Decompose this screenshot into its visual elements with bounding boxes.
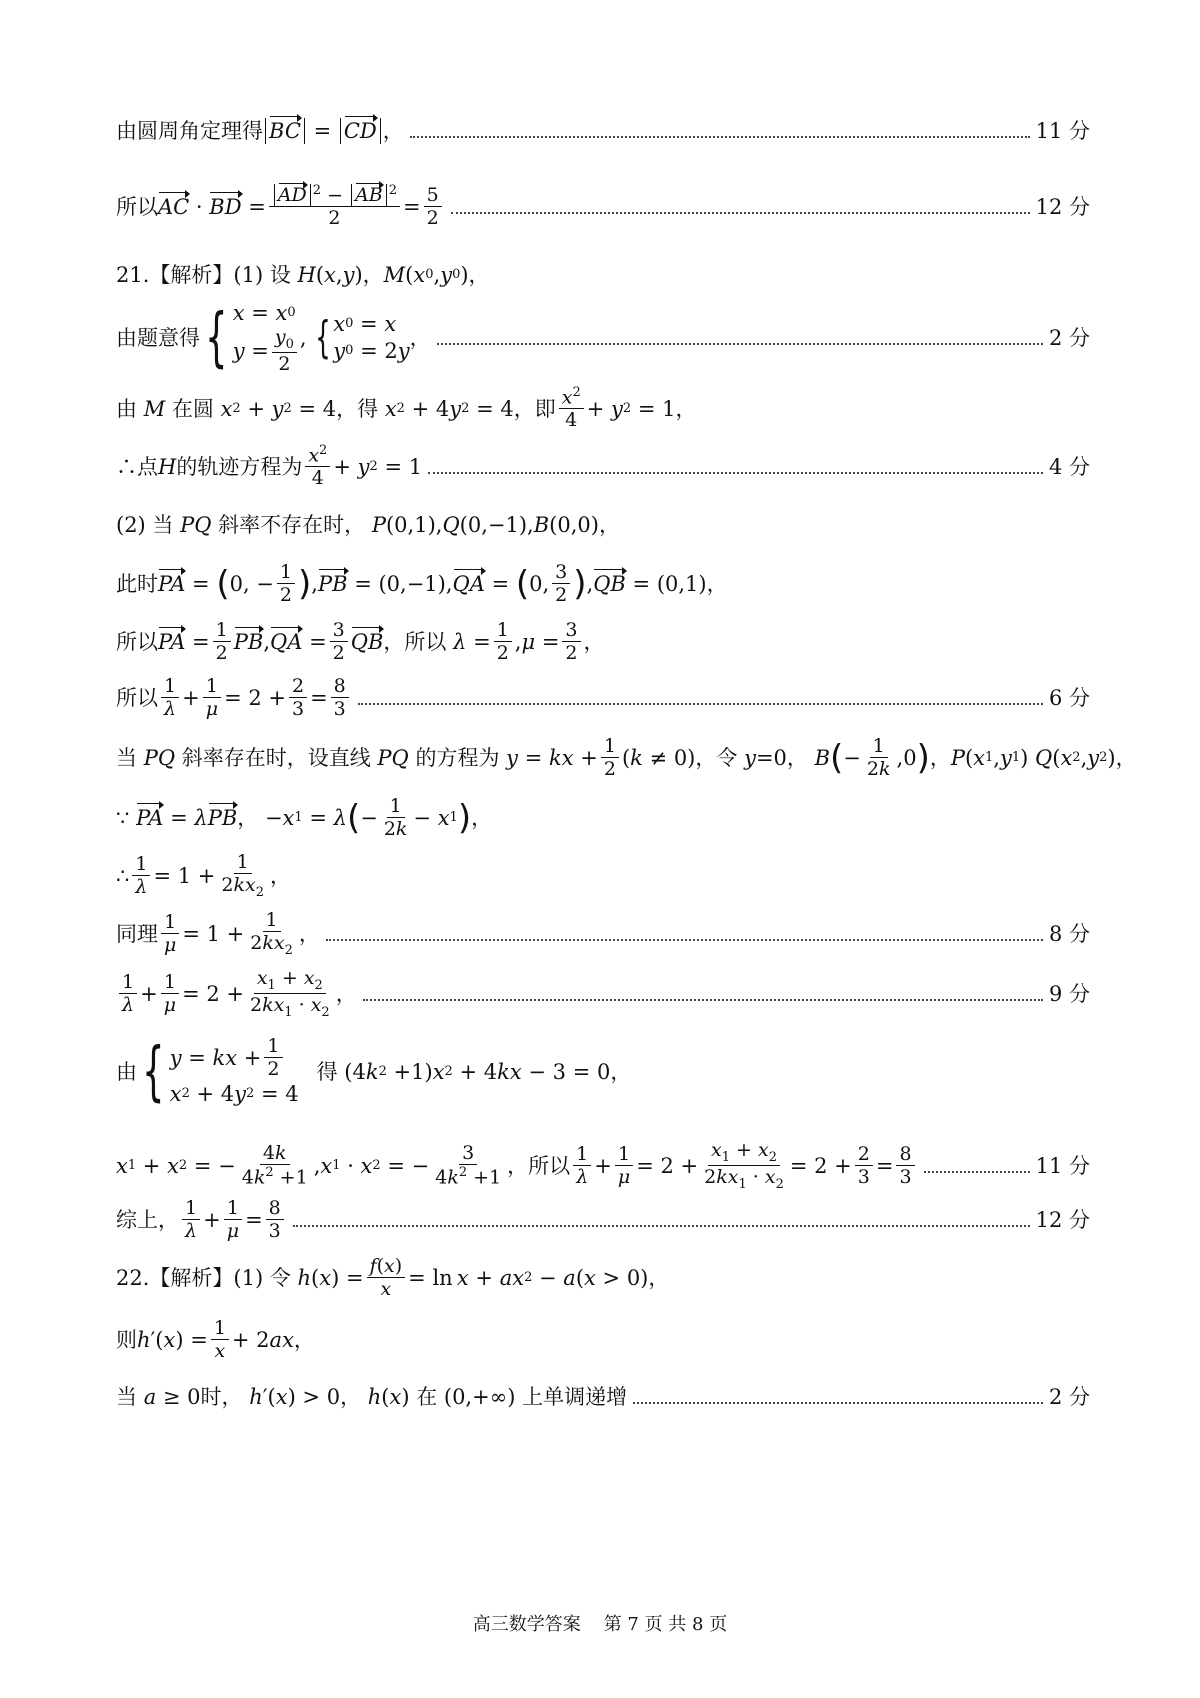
text: ∵ bbox=[116, 806, 130, 831]
text: 21.【解析】(1) 设 bbox=[116, 263, 291, 287]
solution-line bbox=[116, 968, 1090, 1020]
formula: $\frac{1}{\lambda}$ + $\frac{1}{\mu}$ = 2 + $\frac{x_1 + x_2}{2kx_1 \cdot x_2}$ = 2 + $\frac{2}{3}$ = $\frac{8}{3}$ bbox=[570, 1140, 917, 1192]
score: 2 分 bbox=[1048, 1385, 1090, 1409]
formula: PA = ( 0, − $\frac{1}{2}$ ) , PB = (0,−1), QA = ( 0, $\frac{3}{2}$ ) , QB = (0,1) bbox=[158, 561, 707, 606]
text: 同理 bbox=[116, 922, 158, 947]
text: ， bbox=[335, 982, 357, 1007]
text: 斜率存在时，设直线 bbox=[181, 746, 371, 771]
formula: x 2 + 4 y 2 = 4 bbox=[384, 396, 514, 421]
text: ， bbox=[237, 806, 259, 831]
text: 由 bbox=[116, 1059, 137, 1084]
formula: h ( x ) bbox=[367, 1385, 417, 1409]
score: 12 分 bbox=[1035, 1208, 1090, 1233]
formula: $\frac{1}{\lambda}$ + $\frac{1}{\mu}$ = $\frac{8}{3}$ bbox=[179, 1198, 287, 1243]
leader-dots bbox=[326, 939, 1043, 941]
formula: y =0 bbox=[744, 746, 787, 771]
leader-dots bbox=[293, 1225, 1030, 1227]
solution-line bbox=[116, 1318, 1090, 1363]
text: 时， bbox=[200, 1385, 243, 1409]
leader-dots bbox=[437, 343, 1043, 345]
text: ，得 bbox=[336, 396, 379, 421]
text: ， bbox=[1115, 746, 1137, 771]
formula: PQ bbox=[143, 746, 176, 771]
formula: (4 k 2 +1) x 2 + 4 kx − 3 = 0 bbox=[337, 1059, 611, 1084]
formula: H bbox=[158, 454, 177, 479]
formula: { x = x 0 y = $\frac{y_0}{2}$ , { x 0 = x y 0 = 2 y bbox=[205, 301, 410, 376]
text: ， bbox=[409, 325, 431, 350]
formula: PQ bbox=[377, 746, 409, 771]
formula: $\frac{1}{\mu}$ = 1 + $\frac{1}{2kx_2}$ bbox=[158, 910, 299, 958]
formula: x 1 + x 2 = − $\frac{4k}{4k^2 +1}$ , x 1 · x 2 = − $\frac{3}{4k^2 +1}$ bbox=[116, 1142, 502, 1189]
text: 所以 bbox=[116, 686, 158, 711]
footer-page-number: 第 7 页 共 8 页 bbox=[603, 1614, 728, 1635]
text: 在圆 bbox=[171, 396, 214, 421]
formula: $\frac{1}{\lambda}$ = 1 + $\frac{1}{2kx_2}$ bbox=[129, 852, 270, 900]
solution-line bbox=[116, 184, 1090, 230]
formula: h ( x ) = $\frac{f(x)}{x}$ = ln x + ax 2 − a ( x > 0) bbox=[297, 1255, 649, 1300]
solution-line bbox=[116, 262, 1090, 288]
formula: PA = λ PB bbox=[136, 806, 238, 831]
formula: $\frac{1}{\lambda}$ + $\frac{1}{\mu}$ = 2 + $\frac{x_1 + x_2}{2kx_1 \cdot x_2}$ bbox=[116, 968, 336, 1020]
formula: a ≥ 0 bbox=[143, 1385, 201, 1409]
solution-line bbox=[116, 562, 1090, 607]
solution-line bbox=[116, 444, 1090, 490]
text: ， bbox=[340, 1385, 362, 1409]
text: ，令 bbox=[695, 746, 738, 771]
formula: { y = kx + $\frac{1}{2}$ x 2 + 4 y 2 = 4 bbox=[142, 1034, 299, 1109]
formula: − x 1 = λ ( − $\frac{1}{2k}$ − x 1 ) bbox=[258, 795, 472, 840]
score: 12 分 bbox=[1035, 194, 1090, 219]
text: 的轨迹方程为 bbox=[176, 454, 303, 479]
solution-line bbox=[116, 1256, 1090, 1301]
solution-line bbox=[116, 910, 1090, 958]
solution-line bbox=[116, 620, 1090, 665]
formula: BC = CD bbox=[263, 118, 383, 144]
text: 由题意得 bbox=[116, 325, 200, 350]
solution-line bbox=[116, 118, 1090, 144]
score: 6 分 bbox=[1048, 686, 1090, 711]
formula: AC · BD = $\frac{AD ^2 - AB ^2}{2}$ = $\frac{5}{2}$ bbox=[158, 184, 445, 230]
solution-line bbox=[116, 735, 1137, 781]
formula: P (0,1), Q (0,−1), B (0,0) bbox=[371, 513, 599, 537]
text: ， bbox=[786, 746, 808, 771]
formula: B ( − $\frac{1}{2k}$ ,0 ) ， P ( x 1 , y 1 ) Q ( x 2 , y 2 ) bbox=[814, 735, 1116, 780]
solution-line bbox=[116, 300, 1090, 376]
formula: y = kx + $\frac{1}{2}$ ( k ≠ 0) bbox=[506, 735, 696, 780]
leader-dots bbox=[428, 472, 1043, 474]
text: ，即 bbox=[513, 396, 556, 421]
text: 综上， bbox=[116, 1208, 179, 1233]
text: ， bbox=[298, 922, 320, 947]
score: 11 分 bbox=[1035, 119, 1090, 143]
leader-dots bbox=[363, 999, 1043, 1001]
text: 得 bbox=[316, 1059, 338, 1084]
score: 8 分 bbox=[1048, 922, 1090, 947]
score: 9 分 bbox=[1048, 982, 1090, 1007]
page-footer bbox=[0, 1610, 1200, 1636]
leader-dots bbox=[358, 703, 1043, 705]
formula: (0,+∞) bbox=[437, 1385, 523, 1409]
leader-dots bbox=[924, 1171, 1030, 1173]
text: ， bbox=[610, 1059, 632, 1084]
text: 当 bbox=[116, 1385, 137, 1409]
formula: $\frac{1}{\lambda}$ + $\frac{1}{\mu}$ = 2 + $\frac{2}{3}$ = $\frac{8}{3}$ bbox=[158, 676, 352, 721]
leader-dots bbox=[451, 212, 1030, 214]
leader-dots bbox=[410, 136, 1030, 138]
text: ，所以 bbox=[507, 1154, 571, 1179]
text: 由圆周角定理得 bbox=[116, 119, 263, 143]
solution-line bbox=[116, 1384, 1090, 1410]
text: 在 bbox=[416, 1385, 438, 1409]
formula: M bbox=[143, 396, 166, 421]
solution-line bbox=[116, 1036, 1090, 1108]
text: 由 bbox=[116, 396, 137, 421]
text: ∴点 bbox=[116, 454, 158, 479]
text: ， bbox=[598, 513, 620, 537]
score: 11 分 bbox=[1035, 1154, 1090, 1179]
text: 当 bbox=[116, 746, 137, 771]
formula: h ′( x ) = $\frac{1}{x}$ + 2 ax bbox=[137, 1317, 294, 1362]
text: (2) 当 bbox=[116, 513, 174, 537]
solution-line bbox=[116, 676, 1090, 721]
formula: $\frac{x^2}{4}$ + y 2 = 1 bbox=[302, 444, 422, 490]
score: 4 分 bbox=[1048, 454, 1090, 479]
text: 的方程为 bbox=[415, 746, 500, 771]
footer-subject: 高三数学答案 bbox=[472, 1614, 581, 1635]
text: 斜率不存在时， bbox=[218, 513, 366, 537]
text: ， bbox=[648, 1266, 670, 1291]
text: ， bbox=[382, 119, 404, 143]
leader-dots bbox=[633, 1402, 1043, 1404]
text: ， bbox=[468, 263, 490, 287]
solution-line bbox=[116, 852, 1090, 900]
text: ， bbox=[269, 864, 291, 889]
solution-line bbox=[116, 796, 1090, 841]
formula: H ( x , y )， M ( x 0 , y 0 ) bbox=[297, 263, 469, 287]
text: ， bbox=[706, 572, 728, 597]
score: 2 分 bbox=[1048, 325, 1090, 350]
text: ，所以 bbox=[383, 630, 447, 655]
formula: PQ bbox=[180, 513, 212, 537]
solution-line bbox=[116, 1198, 1090, 1243]
solution-line bbox=[116, 512, 1090, 538]
text: 所以 bbox=[116, 194, 158, 219]
formula: λ = $\frac{1}{2}$ , μ = $\frac{3}{2}$ bbox=[446, 620, 583, 665]
text: 则 bbox=[116, 1328, 137, 1353]
text: ， bbox=[583, 630, 605, 655]
formula: PA = $\frac{1}{2}$ PB , QA = $\frac{3}{2}$ QB bbox=[158, 619, 384, 664]
solution-line bbox=[116, 1140, 1090, 1192]
solution-line bbox=[116, 386, 1090, 432]
text: 22.【解析】(1) 令 bbox=[116, 1266, 291, 1291]
text: 所以 bbox=[116, 630, 158, 655]
text: ， bbox=[293, 1328, 315, 1353]
text: ， bbox=[675, 396, 697, 421]
text: 此时 bbox=[116, 572, 158, 597]
text: ∴ bbox=[116, 864, 130, 889]
text: 上单调递增 bbox=[522, 1385, 628, 1409]
formula: $\frac{x^2}{4}$ + y 2 = 1 bbox=[556, 386, 676, 432]
formula: x 2 + y 2 = 4 bbox=[220, 396, 337, 421]
text: ， bbox=[471, 806, 493, 831]
formula: h ′( x ) > 0 bbox=[249, 1385, 341, 1409]
